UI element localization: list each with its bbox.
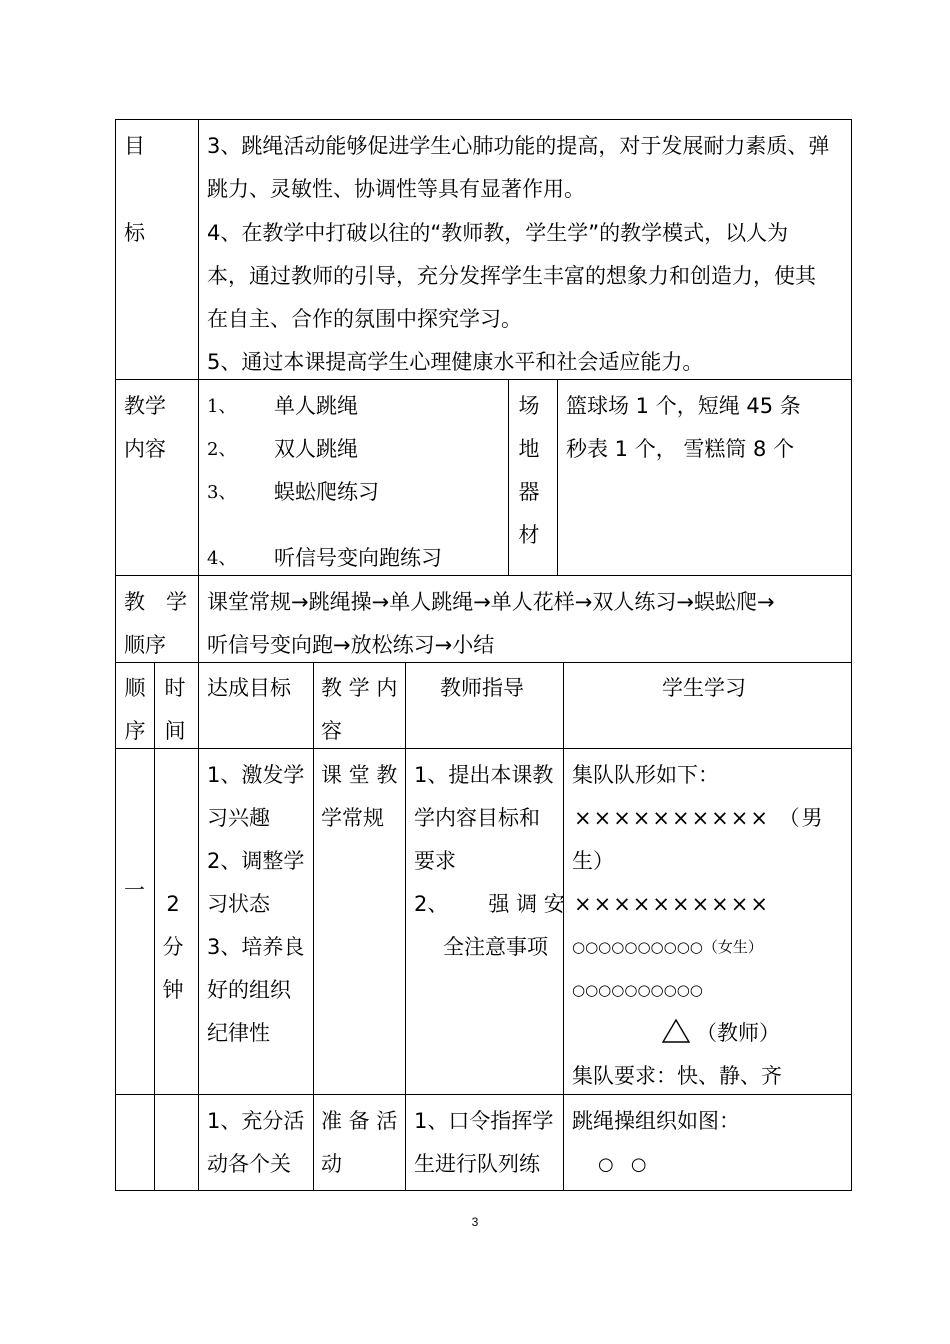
venue-label-divider xyxy=(557,379,558,575)
goal-line: 4、在教学中打破以往的“教师教，学生学”的教学模式，以人为 xyxy=(207,221,789,245)
content-item-number: 4、 xyxy=(207,548,237,569)
table-border-right xyxy=(851,119,852,1191)
row1-goal-line: 习状态 xyxy=(207,892,270,916)
sequence-line: 课堂常规→跳绳操→单人跳绳→单人花样→双人练习→蜈蚣爬→ xyxy=(207,590,775,614)
goal-line: 跳力、灵敏性、协调性等具有显著作用。 xyxy=(207,177,585,201)
table-border-bottom xyxy=(115,1190,852,1191)
table-border-top xyxy=(115,119,852,120)
formation-girls-row: ○○○○○○○○○○ xyxy=(572,981,703,999)
row2-teacher-line: 1、口令指挥学 xyxy=(414,1109,554,1133)
row1-teacher-line: 2、 强 调 安 xyxy=(414,892,565,916)
content-item: 蜈蚣爬练习 xyxy=(274,480,379,504)
col-divider xyxy=(154,662,155,1191)
row1-teacher-line: 1、提出本课教 xyxy=(414,763,554,787)
goal-label: 目 xyxy=(124,134,145,158)
venue-line: 篮球场 1 个，短绳 45 条 xyxy=(566,394,801,418)
goal-line: 在自主、合作的氛围中探究学习。 xyxy=(207,307,522,331)
row1-content: 课 堂 教 xyxy=(321,763,398,787)
row1-goal-line: 好的组织 xyxy=(207,978,291,1002)
header-order: 顺 序 xyxy=(124,676,146,743)
row1-teacher-line: 要求 xyxy=(414,849,456,873)
row2-content: 动 xyxy=(321,1152,342,1176)
content-item: 听信号变向跑练习 xyxy=(274,546,442,570)
content-item-number: 1、 xyxy=(207,396,237,417)
col-divider xyxy=(198,662,199,1191)
formation-girls-row: ○○○○○○○○○○（女生） xyxy=(572,938,763,956)
sequence-label: 学 xyxy=(166,590,187,614)
col-divider xyxy=(563,662,564,1191)
goal-line: 本，通过教师的引导，充分发挥学生丰富的想象力和创造力，使其 xyxy=(207,264,816,288)
sequence-label: 教 xyxy=(124,590,145,614)
formation-requirement: 集队要求：快、静、齐 xyxy=(572,1064,782,1088)
header-student: 学生学习 xyxy=(662,676,746,700)
content-venue-divider xyxy=(508,379,509,575)
row1-teacher-line: 学内容目标和 xyxy=(414,806,540,830)
row1-goal-line: 3、培养良 xyxy=(207,935,305,959)
sequence-label: 顺序 xyxy=(124,633,166,657)
content-item: 双人跳绳 xyxy=(274,437,358,461)
formation-boys-label: 生） xyxy=(572,849,614,873)
row1-goal-line: 1、激发学 xyxy=(207,763,305,787)
row2-goal-line: 动各个关 xyxy=(207,1152,291,1176)
page-number: 3 xyxy=(471,1215,479,1229)
row1-goal-line: 习兴趣 xyxy=(207,806,270,830)
col-divider xyxy=(405,662,406,1191)
row2-student-line: 跳绳操组织如图： xyxy=(572,1109,740,1133)
row1-order: 一 xyxy=(124,878,145,902)
venue-line: 秒表 1 个， 雪糕筒 8 个 xyxy=(566,437,795,461)
col-divider xyxy=(313,662,314,1191)
label-col-divider xyxy=(198,119,199,662)
goal-label: 标 xyxy=(124,221,145,245)
content-item-number: 2、 xyxy=(207,439,237,460)
content-label: 内容 xyxy=(124,437,166,461)
header-goal: 达成目标 xyxy=(207,676,291,700)
table-border-left xyxy=(115,119,116,1191)
header-teacher: 教师指导 xyxy=(440,676,524,700)
row2-content: 准 备 活 xyxy=(321,1109,398,1133)
formation-teacher-label: （教师） xyxy=(696,1021,780,1045)
row1-teacher-line: 全注意事项 xyxy=(443,935,548,959)
goal-line: 3、跳绳活动能够促进学生心肺功能的提高，对于发展耐力素质、弹 xyxy=(207,134,830,158)
goal-line: 5、通过本课提高学生心理健康水平和社会适应能力。 xyxy=(207,350,704,374)
content-item: 单人跳绳 xyxy=(274,394,358,418)
sequence-line: 听信号变向跑→放松练习→小结 xyxy=(207,633,495,657)
venue-label: 场 地 器 材 xyxy=(518,394,540,547)
row1-goal-line: 纪律性 xyxy=(207,1021,270,1045)
row2-goal-line: 1、充分活 xyxy=(207,1109,305,1133)
formation-title: 集队队形如下： xyxy=(572,763,719,787)
row2-teacher-line: 生进行队列练 xyxy=(414,1152,540,1176)
header-content: 教 学 内 xyxy=(321,676,398,700)
row1-goal-line: 2、调整学 xyxy=(207,849,305,873)
row-divider xyxy=(115,748,852,749)
row1-time: 2 分 钟 xyxy=(162,892,184,1002)
teacher-triangle-icon xyxy=(662,1019,690,1043)
content-label: 教学 xyxy=(124,394,166,418)
row2-formation: ○ ○ xyxy=(598,1154,647,1175)
content-item-number: 3、 xyxy=(207,482,237,503)
formation-boys-row: ×××××××××× （男 xyxy=(574,806,825,830)
header-content: 容 xyxy=(321,719,342,743)
formation-boys-row: ×××××××××× xyxy=(574,892,770,916)
header-time: 时 间 xyxy=(164,676,186,743)
row1-content: 学常规 xyxy=(321,806,384,830)
